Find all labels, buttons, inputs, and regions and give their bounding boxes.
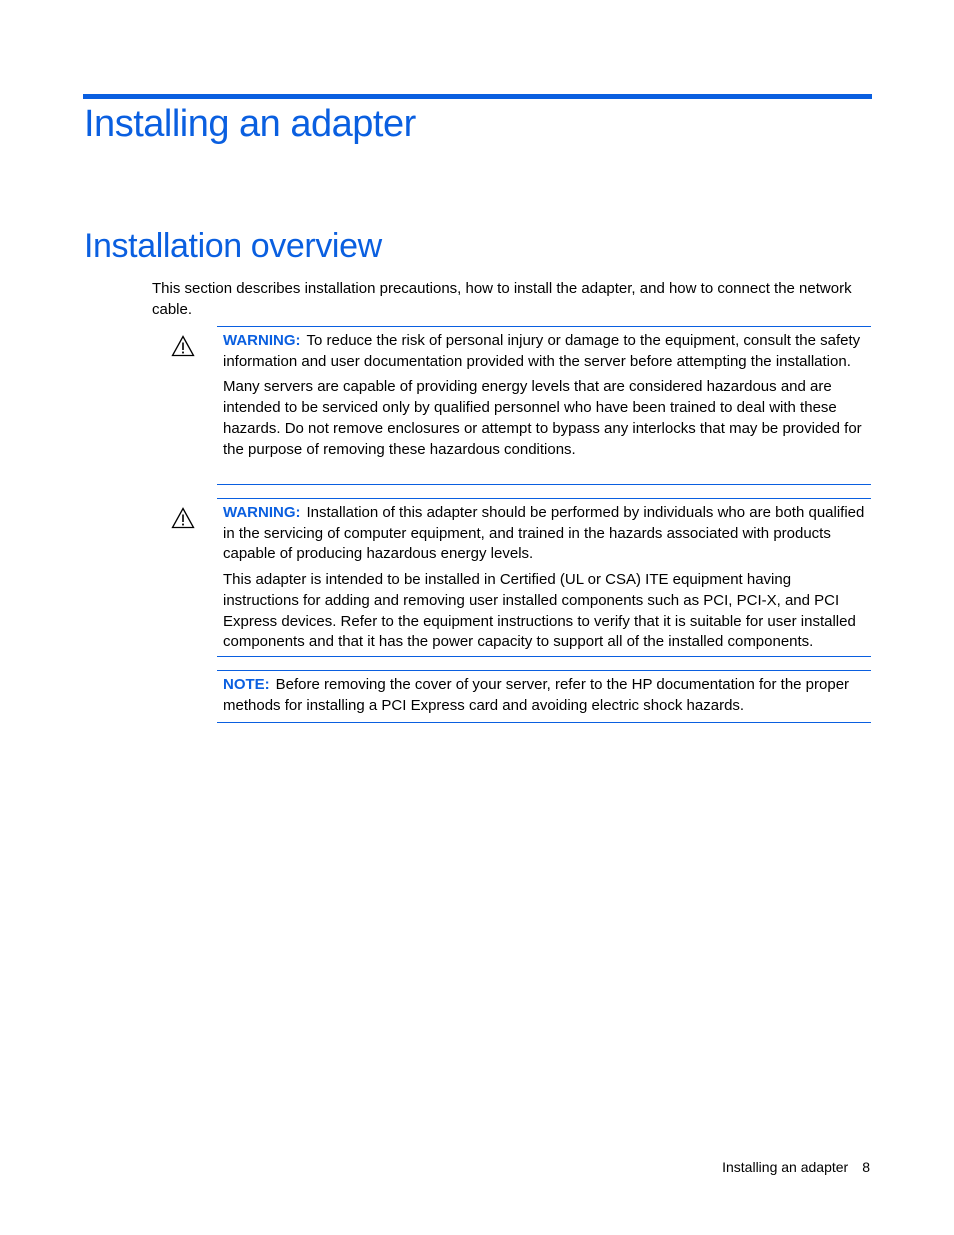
warning-box bbox=[217, 326, 871, 485]
warning-paragraph: WARNING: To reduce the risk of personal injury or damage to the equipment, consult the safety information and user documentation provided with the server before attempting the installation. bbox=[223, 332, 861, 370]
chapter-rule bbox=[83, 94, 872, 99]
page-footer bbox=[722, 1159, 870, 1175]
footer-chapter-title: Installing an adapter bbox=[722, 1159, 849, 1175]
warning-label: WARNING: bbox=[223, 332, 301, 349]
warning-label: WARNING: bbox=[223, 504, 301, 521]
warning-triangle-icon bbox=[171, 335, 195, 357]
warning-box bbox=[217, 498, 871, 657]
intro-paragraph: This section describes installation precautions, how to install the adapter, and how to connect the network cable. bbox=[152, 280, 852, 318]
warning-paragraph: This adapter is intended to be installed in Certified (UL or CSA) ITE equipment having instructions for adding and removing user installed components such as PCI, PCI-X, and PCI Express devices. Refer to the equipment instructions to verify that it is suitable for user installed components and that it has the power capacity to support all of the installed components. bbox=[223, 571, 856, 651]
note-paragraph: NOTE: Before removing the cover of your server, refer to the HP documentation for the proper methods for installing a PCI Express card and avoiding electric shock hazards. bbox=[223, 676, 850, 714]
warning-paragraph: Many servers are capable of providing energy levels that are considered hazardous and are intended to be serviced only by qualified personnel who have been trained to deal with these hazards. Do not remove enclosures or attempt to bypass any interlocks that may be provided for the purpose of removing these hazardous conditions. bbox=[223, 378, 862, 458]
note-box bbox=[217, 670, 871, 723]
warning-paragraph: WARNING: Installation of this adapter should be performed by individuals who are both qualified in the servicing of computer equipment, and trained in the hazards associated with products capable of producing hazardous energy levels. bbox=[223, 504, 865, 563]
chapter-title: Installing an adapter bbox=[84, 103, 416, 145]
note-label: NOTE: bbox=[223, 676, 270, 693]
section-title: Installation overview bbox=[84, 227, 382, 265]
page-number: 8 bbox=[862, 1159, 870, 1175]
warning-triangle-icon bbox=[171, 507, 195, 529]
